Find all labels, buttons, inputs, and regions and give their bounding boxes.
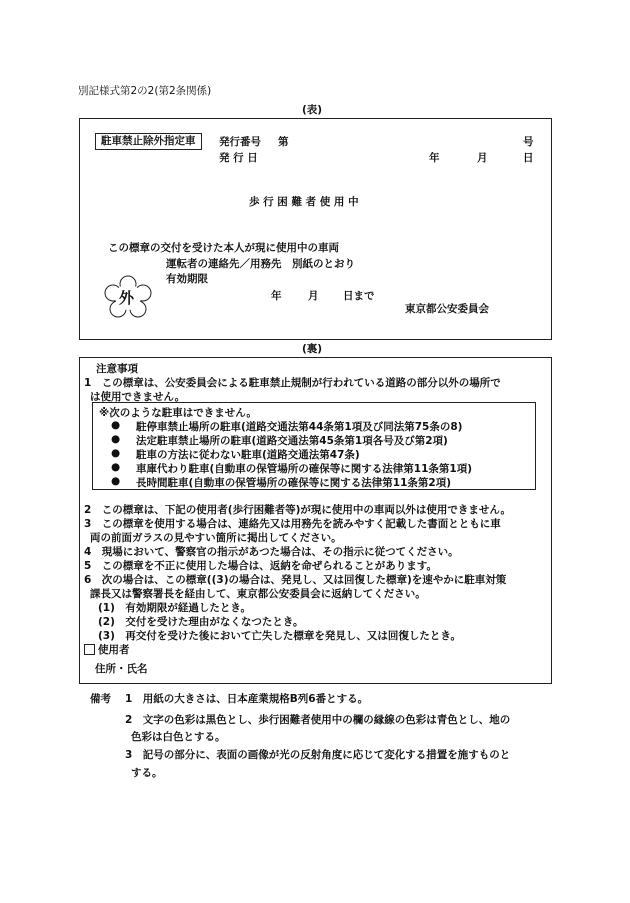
vehicle-line: この標章の交付を受けた本人が現に使用中の車両 (108, 242, 339, 254)
sub-item: (2) 交付を受けた理由がなくなつたとき。 (98, 616, 304, 628)
issue-year-unit: 年 (429, 152, 440, 164)
notice-item-5: 5 この標章を不正に使用した場合は、返納を命ぜられることがあります。 (84, 560, 437, 572)
until-year-unit: 年 (271, 290, 282, 302)
issuer-name: 東京都公安委員会 (405, 303, 489, 315)
issue-number-prefix: 第 (278, 136, 289, 148)
issue-month-unit: 月 (477, 152, 488, 164)
issue-number-suffix: 号 (523, 136, 534, 148)
notice-item-6a: 6 次の場合は、この標章((3)の場合は、発見し、又は回復した標章)を速やかに駐車対策 (84, 574, 507, 586)
prohibited-item: 駐車の方法に従わない駐車(道路交通法第47条) (136, 449, 360, 461)
form-heading: 別記様式第2の2(第2条関係) (78, 85, 212, 97)
issue-day-unit: 日 (523, 152, 534, 164)
front-side-label: (表) (302, 104, 323, 116)
contact-line: 運転者の連絡先／用務先 別紙のとおり (166, 258, 355, 270)
prohibited-title: ※次のような駐車はできません。 (99, 407, 257, 419)
remark-3a: 3 記号の部分に、表面の画像が光の反射角度に応じて変化する措置を施すものと (125, 749, 511, 761)
sub-item: (1) 有効期限が経過したとき。 (98, 602, 251, 614)
validity-label: 有効期限 (166, 273, 208, 285)
walking-difficulty-title: 歩 行 困 難 者 使 用 中 (249, 196, 359, 208)
notice-item-2: 2 この標章は、下記の使用者(歩行困難者等)が現に使用中の車両以外は使用できません。 (84, 504, 512, 516)
remark-3b: する。 (131, 767, 163, 779)
notice-item-6b: 課長又は警察署長を経由して、東京都公安委員会に返納してください。 (90, 588, 426, 600)
until-month-unit: 月 (308, 290, 319, 302)
exempt-vehicle-badge: 駐車禁止除外指定車 (95, 133, 202, 150)
bullet-icon: ● (111, 461, 121, 473)
notice-title: 注意事項 (96, 363, 138, 375)
user-label: 使用者 (98, 644, 130, 656)
remarks-label: 備考 (90, 693, 111, 705)
user-checkbox-icon (84, 644, 95, 655)
prohibited-item: 長時間駐車(自動車の保管場所の確保等に関する法律第11条第2項) (136, 477, 452, 489)
remark-1: 1 用紙の大きさは、日本産業規格B列6番とする。 (125, 693, 369, 705)
notice-item-1a: 1 この標章は、公安委員会による駐車禁止規制が行われている道路の部分以外の場所で (84, 377, 501, 389)
issue-number-label: 発行番号 (219, 136, 261, 148)
address-name-label: 住所・氏名 (95, 663, 148, 675)
bullet-icon: ● (111, 447, 121, 459)
bullet-icon: ● (111, 433, 121, 445)
back-side-label: (裏) (302, 343, 323, 355)
remark-2a: 2 文字の色彩は黒色とし、歩行困難者使用中の欄の縁線の色彩は青色とし、地の (125, 714, 511, 726)
symbol-character: 外 (119, 289, 135, 307)
sub-item: (3) 再交付を受けた後において亡失した標章を発見し、又は回復したとき。 (98, 630, 461, 642)
notice-item-1b: は使用できません。 (90, 391, 186, 403)
prohibited-item: 車庫代わり駐車(自動車の保管場所の確保等に関する法律第11条第1項) (136, 463, 473, 475)
prohibited-item: 法定駐車禁止場所の駐車(道路交通法第45条第1項各号及び第2項) (136, 435, 448, 447)
issue-date-label: 発 行 日 (219, 152, 258, 164)
remark-2b: 色彩は白色とする。 (131, 731, 226, 743)
bullet-icon: ● (111, 419, 121, 431)
until-day-unit: 日まで (343, 290, 375, 302)
prohibited-item: 駐停車禁止場所の駐車(道路交通法第44条第1項及び同法第75条の8) (136, 421, 463, 433)
bullet-icon: ● (111, 475, 121, 487)
notice-item-3b: 両の前面ガラスの見やすい箇所に掲出してください。 (90, 532, 342, 544)
notice-item-4: 4 現場において、警察官の指示があつた場合は、その指示に従つてください。 (84, 546, 459, 558)
notice-item-3a: 3 この標章を使用する場合は、連絡先又は用務先を読みやすく記載した書面とともに車 (84, 518, 501, 530)
